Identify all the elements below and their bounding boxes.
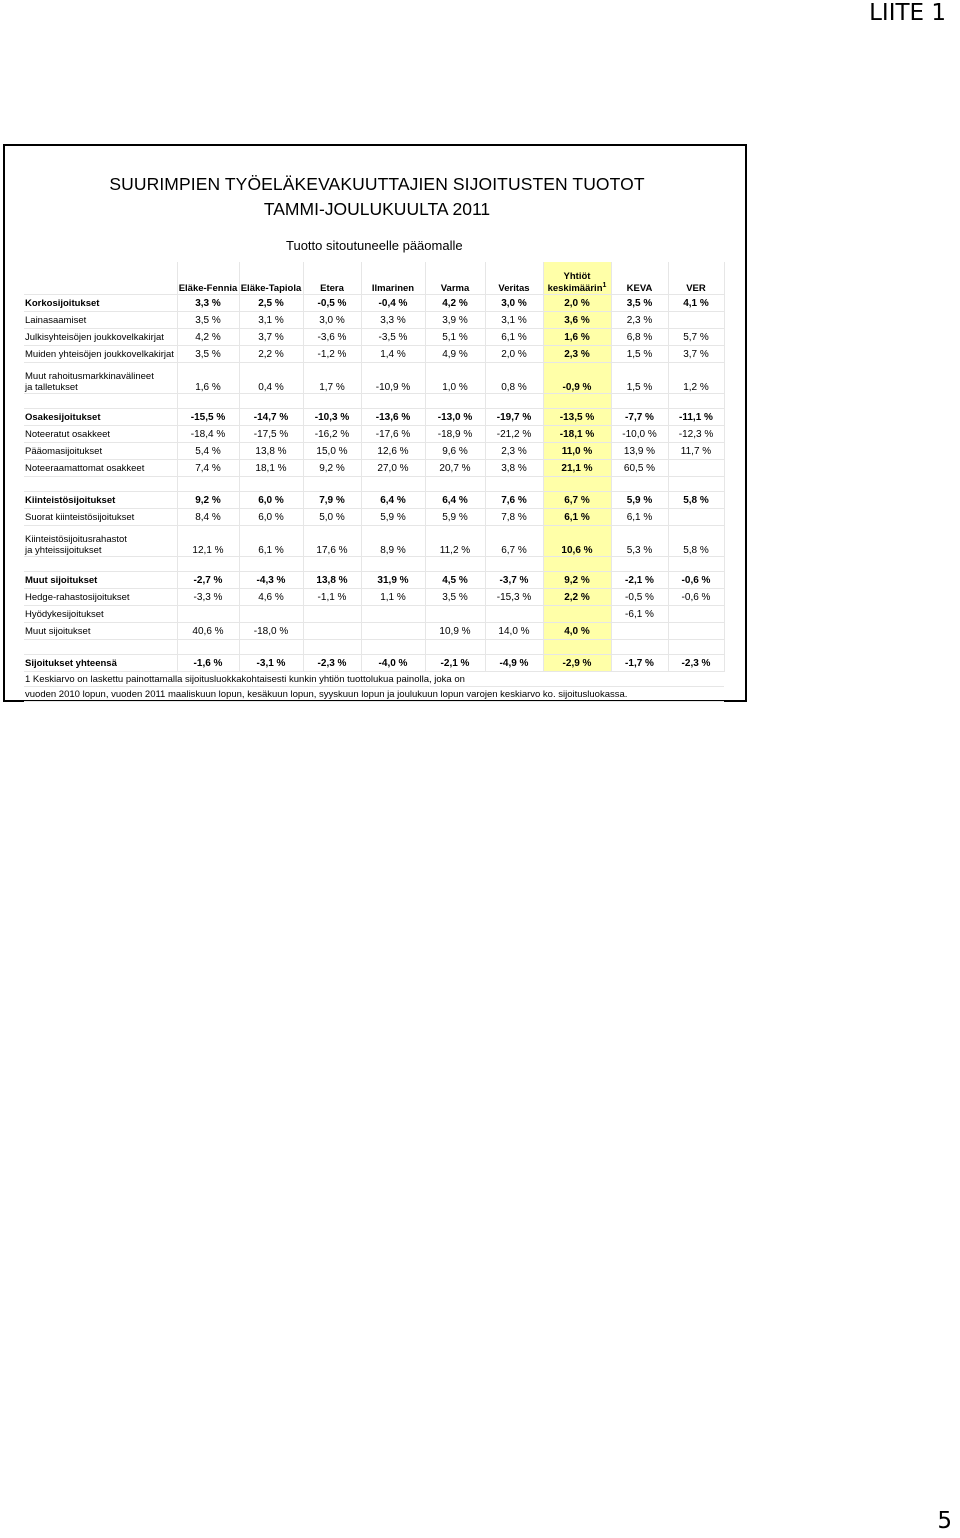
empty-cell [543, 477, 611, 492]
value-cell: 40,6 % [177, 623, 239, 640]
value-cell [668, 623, 724, 640]
empty-cell [303, 640, 361, 655]
value-cell: 11,7 % [668, 443, 724, 460]
value-cell: -1,1 % [303, 589, 361, 606]
value-cell: 6,1 % [543, 509, 611, 526]
value-cell: 2,0 % [543, 295, 611, 312]
value-cell: 1,7 % [303, 363, 361, 394]
empty-cell [361, 477, 425, 492]
value-cell: 7,6 % [485, 492, 543, 509]
empty-cell [425, 394, 485, 409]
empty-cell [611, 557, 668, 572]
value-cell: -13,5 % [543, 409, 611, 426]
value-cell: 1,6 % [177, 363, 239, 394]
value-cell: 2,5 % [239, 295, 303, 312]
value-cell: -1,7 % [611, 655, 668, 672]
row-label: Kiinteistösijoitukset [24, 492, 177, 509]
value-cell: 11,2 % [425, 526, 485, 557]
value-cell: 3,1 % [239, 312, 303, 329]
row-label: Suorat kiinteistösijoitukset [24, 509, 177, 526]
value-cell: 3,7 % [239, 329, 303, 346]
value-cell: 3,5 % [177, 346, 239, 363]
spacer-row [24, 640, 724, 655]
empty-cell [239, 557, 303, 572]
value-cell: 3,9 % [425, 312, 485, 329]
table-row [24, 526, 724, 557]
empty-cell [177, 557, 239, 572]
value-cell: 13,8 % [239, 443, 303, 460]
empty-cell [485, 640, 543, 655]
value-cell: -3,6 % [303, 329, 361, 346]
value-cell: -4,3 % [239, 572, 303, 589]
value-cell [361, 606, 425, 623]
value-cell: 1,1 % [361, 589, 425, 606]
value-cell: -0,4 % [361, 295, 425, 312]
value-cell: -0,9 % [543, 363, 611, 394]
value-cell: -16,2 % [303, 426, 361, 443]
empty-cell [668, 394, 724, 409]
value-cell: -1,2 % [303, 346, 361, 363]
value-cell [668, 509, 724, 526]
value-cell: 9,2 % [543, 572, 611, 589]
value-cell: -13,0 % [425, 409, 485, 426]
value-cell: -4,9 % [485, 655, 543, 672]
value-cell: -18,0 % [239, 623, 303, 640]
value-cell: -7,7 % [611, 409, 668, 426]
value-cell: 13,9 % [611, 443, 668, 460]
value-cell: 4,2 % [425, 295, 485, 312]
row-label: Noteeratut osakkeet [24, 426, 177, 443]
value-cell: 7,9 % [303, 492, 361, 509]
value-cell: 20,7 % [425, 460, 485, 477]
empty-cell [425, 557, 485, 572]
empty-cell [485, 394, 543, 409]
empty-cell [485, 477, 543, 492]
value-cell: -1,6 % [177, 655, 239, 672]
value-cell: 4,9 % [425, 346, 485, 363]
value-cell: -11,1 % [668, 409, 724, 426]
value-cell: 6,1 % [611, 509, 668, 526]
value-cell: 10,6 % [543, 526, 611, 557]
report-frame [3, 144, 747, 702]
value-cell: 17,6 % [303, 526, 361, 557]
value-cell: 4,5 % [425, 572, 485, 589]
value-cell [668, 312, 724, 329]
value-cell: 18,1 % [239, 460, 303, 477]
value-cell: -10,9 % [361, 363, 425, 394]
page-number: 5 [937, 1508, 952, 1534]
row-label: Muut sijoitukset [24, 572, 177, 589]
value-cell: -10,0 % [611, 426, 668, 443]
table-row [24, 572, 724, 589]
value-cell: -14,7 % [239, 409, 303, 426]
row-label: Kiinteistösijoitusrahastot ja yhteissijoitukset [24, 526, 177, 557]
value-cell [668, 606, 724, 623]
row-label: Pääomasijoitukset [24, 443, 177, 460]
value-cell: -19,7 % [485, 409, 543, 426]
value-cell: 1,0 % [425, 363, 485, 394]
value-cell: -15,5 % [177, 409, 239, 426]
value-cell [303, 623, 361, 640]
table-row [24, 295, 724, 312]
report-subtitle: Tuotto sitoutuneelle pääomalle [286, 238, 463, 253]
value-cell: 8,9 % [361, 526, 425, 557]
empty-cell [611, 394, 668, 409]
value-cell: -0,5 % [611, 589, 668, 606]
table-row [24, 460, 724, 477]
value-cell: -17,5 % [239, 426, 303, 443]
value-cell: 5,4 % [177, 443, 239, 460]
value-cell: 15,0 % [303, 443, 361, 460]
value-cell: -17,6 % [361, 426, 425, 443]
row-label: Muiden yhteisöjen joukkovelkakirjat [24, 346, 177, 363]
row-label: Hyödykesijoitukset [24, 606, 177, 623]
value-cell: 1,5 % [611, 363, 668, 394]
value-cell: 5,9 % [425, 509, 485, 526]
value-cell: 6,1 % [485, 329, 543, 346]
column-header: Varma [425, 262, 485, 295]
empty-cell [303, 557, 361, 572]
empty-cell [177, 640, 239, 655]
value-cell: -12,3 % [668, 426, 724, 443]
value-cell: -6,1 % [611, 606, 668, 623]
empty-cell [303, 394, 361, 409]
table-row [24, 443, 724, 460]
value-cell: -18,9 % [425, 426, 485, 443]
value-cell: 3,5 % [177, 312, 239, 329]
value-cell: 3,5 % [611, 295, 668, 312]
table-header-row [24, 262, 724, 295]
value-cell: 4,0 % [543, 623, 611, 640]
value-cell: 1,5 % [611, 346, 668, 363]
table-row [24, 363, 724, 394]
value-cell: 13,8 % [303, 572, 361, 589]
value-cell: 6,0 % [239, 509, 303, 526]
table-row [24, 346, 724, 363]
column-header: Yhtiöt keskimäärin$^1$ [543, 262, 611, 295]
value-cell [425, 606, 485, 623]
table-row [24, 492, 724, 509]
value-cell: 2,3 % [485, 443, 543, 460]
value-cell: 3,8 % [485, 460, 543, 477]
value-cell: 1,4 % [361, 346, 425, 363]
empty-cell [177, 477, 239, 492]
value-cell: 3,0 % [485, 295, 543, 312]
empty-cell [24, 477, 177, 492]
value-cell: -3,7 % [485, 572, 543, 589]
empty-cell [177, 394, 239, 409]
value-cell: 6,8 % [611, 329, 668, 346]
value-cell: -2,1 % [611, 572, 668, 589]
value-cell [485, 606, 543, 623]
value-cell [303, 606, 361, 623]
row-label: Julkisyhteisöjen joukkovelkakirjat [24, 329, 177, 346]
row-label: Korkosijoitukset [24, 295, 177, 312]
value-cell: 5,8 % [668, 526, 724, 557]
value-cell: -2,3 % [303, 655, 361, 672]
value-cell: 9,2 % [177, 492, 239, 509]
value-cell: -2,9 % [543, 655, 611, 672]
row-label: Lainasaamiset [24, 312, 177, 329]
value-cell: 1,2 % [668, 363, 724, 394]
value-cell: 4,2 % [177, 329, 239, 346]
value-cell: 0,8 % [485, 363, 543, 394]
value-cell: 8,4 % [177, 509, 239, 526]
value-cell: 5,1 % [425, 329, 485, 346]
row-label: Muut sijoitukset [24, 623, 177, 640]
empty-cell [668, 477, 724, 492]
empty-cell [239, 640, 303, 655]
value-cell: -3,1 % [239, 655, 303, 672]
value-cell: 14,0 % [485, 623, 543, 640]
table-row [24, 589, 724, 606]
value-cell: 9,6 % [425, 443, 485, 460]
value-cell [239, 606, 303, 623]
table-row [24, 329, 724, 346]
value-cell: 3,0 % [303, 312, 361, 329]
value-cell: 6,0 % [239, 492, 303, 509]
value-cell [611, 623, 668, 640]
empty-cell [425, 640, 485, 655]
value-cell: -2,7 % [177, 572, 239, 589]
column-header: Veritas [485, 262, 543, 295]
spacer-row [24, 394, 724, 409]
value-cell [543, 606, 611, 623]
footnote-text: vuoden 2010 lopun, vuoden 2011 maaliskuun lopun, kesäkuun lopun, syyskuun lopun ja joulukuun lopun varojen keskiarvo ko. sijoitusluokassa. [24, 687, 724, 702]
empty-cell [543, 640, 611, 655]
table-row [24, 509, 724, 526]
value-cell: 6,7 % [485, 526, 543, 557]
value-cell: 5,8 % [668, 492, 724, 509]
column-header: VER [668, 262, 724, 295]
value-cell: -2,3 % [668, 655, 724, 672]
value-cell: -10,3 % [303, 409, 361, 426]
value-cell: 27,0 % [361, 460, 425, 477]
empty-cell [485, 557, 543, 572]
value-cell: 5,9 % [611, 492, 668, 509]
row-label: Noteeraamattomat osakkeet [24, 460, 177, 477]
value-cell: -0,6 % [668, 572, 724, 589]
column-header: Etera [303, 262, 361, 295]
value-cell: 2,0 % [485, 346, 543, 363]
empty-cell [361, 394, 425, 409]
value-cell: -18,4 % [177, 426, 239, 443]
value-cell: 11,0 % [543, 443, 611, 460]
value-cell: 31,9 % [361, 572, 425, 589]
value-cell: 7,8 % [485, 509, 543, 526]
value-cell: 3,1 % [485, 312, 543, 329]
value-cell: 12,6 % [361, 443, 425, 460]
value-cell: 6,1 % [239, 526, 303, 557]
returns-table [24, 262, 725, 702]
value-cell: 2,2 % [543, 589, 611, 606]
value-cell: 6,7 % [543, 492, 611, 509]
spacer-row [24, 477, 724, 492]
table-row [24, 426, 724, 443]
empty-cell [24, 640, 177, 655]
empty-cell [239, 394, 303, 409]
row-label: Muut rahoitusmarkkinavälineet ja talletukset [24, 363, 177, 394]
value-cell: 2,2 % [239, 346, 303, 363]
value-cell: 12,1 % [177, 526, 239, 557]
value-cell: 6,4 % [425, 492, 485, 509]
footnote-row [24, 687, 724, 702]
column-header: Ilmarinen [361, 262, 425, 295]
column-header: KEVA [611, 262, 668, 295]
row-label: Osakesijoitukset [24, 409, 177, 426]
report-period: TAMMI-JOULUKUULTA 2011 [263, 199, 491, 219]
value-cell: -21,2 % [485, 426, 543, 443]
empty-cell [668, 557, 724, 572]
empty-cell [361, 557, 425, 572]
spacer-row [24, 557, 724, 572]
footnote-text: 1 Keskiarvo on laskettu painottamalla sijoitusluokkakohtaisesti kunkin yhtiön tuottolukua painolla, joka on [24, 672, 724, 687]
value-cell: -4,0 % [361, 655, 425, 672]
value-cell: -18,1 % [543, 426, 611, 443]
empty-cell [361, 640, 425, 655]
value-cell: -3,5 % [361, 329, 425, 346]
value-cell: 2,3 % [543, 346, 611, 363]
value-cell: -13,6 % [361, 409, 425, 426]
table-row [24, 606, 724, 623]
empty-cell [543, 557, 611, 572]
value-cell: -0,6 % [668, 589, 724, 606]
empty-cell [425, 477, 485, 492]
value-cell [177, 606, 239, 623]
value-cell: 60,5 % [611, 460, 668, 477]
column-header: Eläke-Fennia [177, 262, 239, 295]
empty-cell [543, 394, 611, 409]
empty-cell [668, 640, 724, 655]
value-cell: 3,7 % [668, 346, 724, 363]
row-label: Sijoitukset yhteensä [24, 655, 177, 672]
value-cell: 5,7 % [668, 329, 724, 346]
value-cell: 2,3 % [611, 312, 668, 329]
value-cell: 3,3 % [361, 312, 425, 329]
value-cell: -3,3 % [177, 589, 239, 606]
report-title: SUURIMPIEN TYÖELÄKEVAKUUTTAJIEN SIJOITUSTEN TUOTOT [109, 174, 645, 194]
footnote-row [24, 672, 724, 687]
value-cell: -15,3 % [485, 589, 543, 606]
value-cell: 6,4 % [361, 492, 425, 509]
column-header [24, 262, 177, 295]
value-cell: 9,2 % [303, 460, 361, 477]
value-cell: 0,4 % [239, 363, 303, 394]
table-row [24, 655, 724, 672]
row-label: Hedge-rahastosijoitukset [24, 589, 177, 606]
table-row [24, 409, 724, 426]
value-cell: 21,1 % [543, 460, 611, 477]
value-cell: 5,9 % [361, 509, 425, 526]
value-cell: 10,9 % [425, 623, 485, 640]
empty-cell [611, 477, 668, 492]
table-row [24, 312, 724, 329]
value-cell [361, 623, 425, 640]
value-cell: 5,0 % [303, 509, 361, 526]
value-cell: 4,1 % [668, 295, 724, 312]
empty-cell [24, 557, 177, 572]
value-cell: 5,3 % [611, 526, 668, 557]
value-cell [668, 460, 724, 477]
empty-cell [303, 477, 361, 492]
appendix-label: LIITE 1 [869, 0, 946, 26]
empty-cell [24, 394, 177, 409]
value-cell: 7,4 % [177, 460, 239, 477]
table-row [24, 623, 724, 640]
value-cell: 1,6 % [543, 329, 611, 346]
empty-cell [611, 640, 668, 655]
value-cell: -0,5 % [303, 295, 361, 312]
value-cell: 3,3 % [177, 295, 239, 312]
value-cell: 4,6 % [239, 589, 303, 606]
value-cell: 3,5 % [425, 589, 485, 606]
empty-cell [239, 477, 303, 492]
value-cell: -2,1 % [425, 655, 485, 672]
value-cell: 3,6 % [543, 312, 611, 329]
column-header: Eläke-Tapiola [239, 262, 303, 295]
